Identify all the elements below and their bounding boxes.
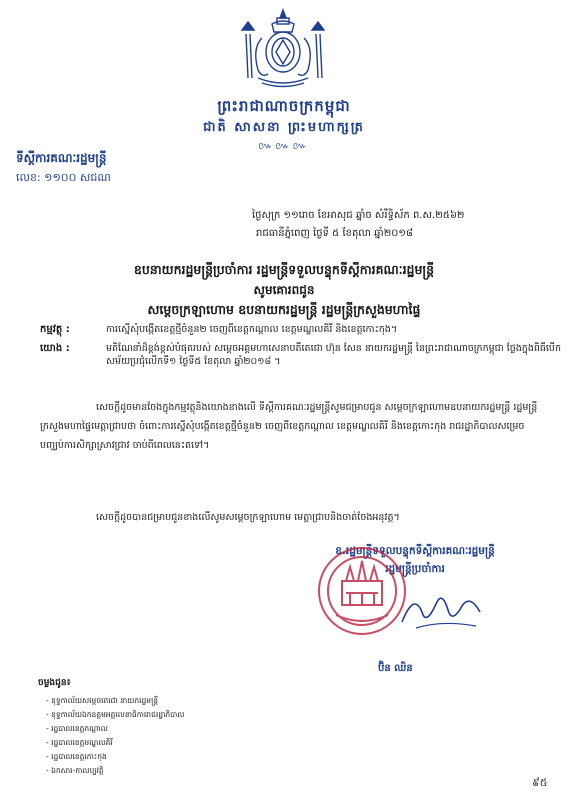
body-paragraph-1: សេចក្តីដូចមានចែងក្នុងកម្មវត្ថុនិងយោងខាងលើ ទីស្តីការគណៈរដ្ឋមន្ត្រីសូមជម្រាបជូន សម្តេចក្រឡាហោមឧបនាយករដ្ឋមន្ត្រី រដ្ឋមន្ត្រីក្រសួងមហាផ្ទៃមេត្តាជ្រាបថា ចំពោះការស្នើសុំបង្កើតខេត្តថ្មីចំនួន២ ចេញពីខេត្តកណ្តាល ខេត្តមណ្ឌលគិរី និងខេត្តកោះកុង រាជរដ្ឋាភិបាលសម្រេចបញ្ឈប់ការសិក្សាស្រាវជ្រាវ ចាប់ពីពេលនេះតទៅ។ — [40, 402, 538, 451]
cc-item: - រដ្ឋបាលខេត្តកោះកុង — [46, 752, 107, 761]
reference-row — [40, 342, 561, 372]
page-mark: ៩៥ — [532, 776, 548, 789]
royal-emblem — [232, 8, 334, 90]
kingdom-heading: ព្រះរាជាណាចក្រកម្ពុជា — [217, 97, 351, 115]
cc-item: - ឯកសារ-កាលប្បវត្តិ — [46, 766, 104, 775]
recipient-title: សម្តេចក្រឡាហោម ឧបនាយករដ្ឋមន្ត្រី រដ្ឋមន្ត្រីក្រសួងមហាផ្ទៃ — [147, 302, 421, 317]
lunar-date: ថ្ងៃសុក្រ ១១រោច ខែអាសុជ ឆ្នាំច សំរឹទ្ធិស័ក ព.ស.២៥៦២ — [252, 210, 465, 221]
signatory-name: ប៊ិន ឈិន — [378, 663, 413, 674]
cc-item: - ខុទ្ទកាល័យឯកឧត្តមអគ្គលេខាធិការរាជរដ្ឋាភិបាល — [46, 710, 185, 719]
reference-number: លេខ: ១១០០ សជណ — [16, 171, 111, 184]
signature-scribble — [396, 582, 486, 638]
subject-label: កម្មវត្ថុ : — [40, 324, 70, 335]
reference-label: យោង : — [40, 343, 70, 354]
signatory-title: ឧ.រដ្ឋមន្ត្រីទទួលបន្ទុកទីស្តីការគណៈរដ្ឋមន្ត្រី — [335, 545, 495, 557]
reference-text: មតិណែនាំដ៏ខ្ពង់ខ្ពស់បំផុតរបស់ សម្តេចអគ្គមហាសេនាបតីតេជោ ហ៊ុន សែន នាយករដ្ឋមន្ត្រី នៃព្រះរាជាណាចក្រកម្ពុជា ថ្លែងក្នុងពិធីបើកសម័យប្រជុំលើកទី១ ថ្ងៃទី៥ ខែតុលា ឆ្នាំ២០១៨ ។ — [106, 343, 561, 367]
issuing-office: ទីស្តីការគណៈរដ្ឋមន្ត្រី — [16, 151, 107, 165]
sender-title: ឧបនាយករដ្ឋមន្ត្រីប្រចាំការ រដ្ឋមន្ត្រីទទួលបន្ទុកទីស្តីការគណៈរដ្ឋមន្ត្រី — [133, 262, 435, 277]
solar-date: រាជធានីភ្នំពេញ ថ្ងៃទី ៥ ខែតុលា ឆ្នាំ២០១៨ — [256, 228, 414, 239]
official-seal — [316, 545, 408, 637]
cc-heading: ចម្លងជូន៖ — [38, 678, 71, 688]
national-motto: ជាតិ សាសនា ព្រះមហាក្សត្រ — [203, 120, 365, 135]
cc-item: - រដ្ឋបាលខេត្តកណ្តាល — [46, 724, 108, 733]
subject-row — [40, 323, 540, 339]
salutation: សូមគោរពជូន — [253, 283, 315, 297]
cc-item: - ខុទ្ទកាល័យសម្តេចតេជោ នាយករដ្ឋមន្ត្រី — [46, 696, 159, 705]
signatory-role: រដ្ឋមន្ត្រីប្រចាំការ — [385, 563, 445, 575]
subject-text: ការស្នើសុំបង្កើតខេត្តថ្មីចំនួន២ ចេញពីខេត្តកណ្តាល ខេត្តមណ្ឌលគិរី និងខេត្តកោះកុង។ — [106, 324, 398, 335]
ornament-divider: ៚៚៚ — [258, 141, 310, 152]
cc-item: - រដ្ឋបាលខេត្តមណ្ឌលគិរី — [46, 738, 113, 747]
body-paragraph-2: សេចក្តីដូចបានជម្រាបជូនខាងលើសូមសម្តេចក្រឡាហោម មេត្តាជ្រាបនិងចាត់ចែងអនុវត្ត។ — [96, 512, 400, 523]
